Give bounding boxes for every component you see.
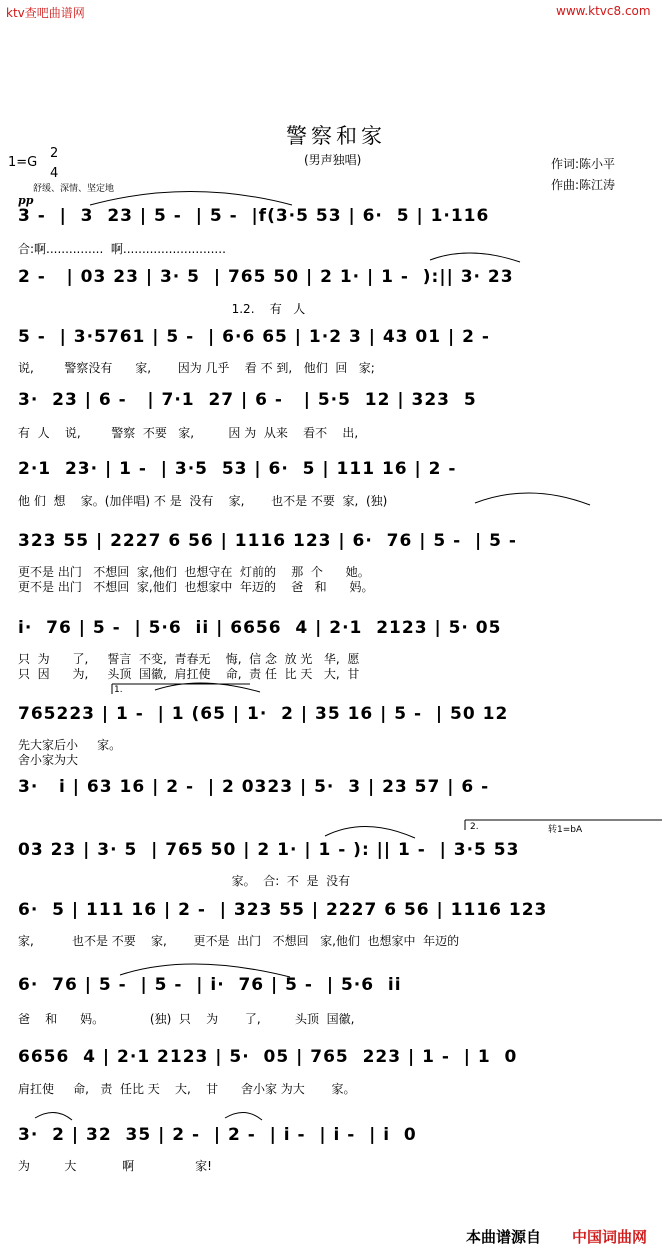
tempo-marking: 舒缓、深情、坚定地 bbox=[33, 184, 115, 194]
footer-source-label: 本曲谱源自 bbox=[466, 1228, 542, 1246]
lyric-row-14: 为 大 啊 家! bbox=[18, 1159, 212, 1173]
lyric-row-5: 他 们 想 家。(加伴唱) 不 是 没有 家, 也不是 不要 家, (独) bbox=[18, 494, 388, 508]
lyric-row-7: 只 为 了, 誓言 不变, 青春无 悔, 信 念 放 光 华, 愿 只 因 为, 头顶 国徽, 肩扛使 命, 责 任 比 天 大, 甘 bbox=[18, 652, 360, 681]
score-row-1: 3 - | 3 23 | 5 - | 5 - |f(3·5 53 | 6· 5 | 1·116 bbox=[18, 206, 490, 226]
footer-source-name[interactable]: 中国词曲网 bbox=[572, 1228, 648, 1246]
score-row-4: 3· 23 | 6 - | 7·1 27 | 6 - | 5·5 12 | 323 5 bbox=[18, 390, 477, 410]
lyric-row-3: 说, 警察没有 家, 因为 几乎 看 不 到, 他们 回 家; bbox=[18, 361, 375, 375]
lyric-row-11: 家, 也不是 不要 家, 更不是 出门 不想回 家,他们 也想家中 年迈的 bbox=[18, 934, 460, 948]
score-row-14: 3· 2 | 32 35 | 2 - | 2 - | i - | i - | i 0 bbox=[18, 1125, 417, 1145]
volta-second: 2. bbox=[470, 822, 479, 832]
song-title: 警察和家 bbox=[286, 124, 386, 148]
volta-first: 1. bbox=[114, 685, 123, 695]
lyric-row-13: 肩扛使 命, 责 任比 天 大, 甘 舍小家 为大 家。 bbox=[18, 1082, 356, 1096]
composer: 作曲:陈江涛 bbox=[551, 178, 616, 192]
score-row-3: 5 - | 3·5761 | 5 - | 6·6 65 | 1·2 3 | 43 01 | 2 - bbox=[18, 327, 490, 347]
time-signature-bottom: 4 bbox=[50, 166, 59, 181]
lyric-row-2: 1.2. 有 人 bbox=[18, 302, 306, 316]
key-signature: 1=G bbox=[8, 155, 38, 170]
score-row-12: 6· 76 | 5 - | 5 - | i· 76 | 5 - | 5·6 ii bbox=[18, 975, 402, 995]
lyric-row-1: 合:啊............... 啊........................... bbox=[18, 242, 226, 256]
score-row-2: 2 - | 03 23 | 3· 5 | 765 50 | 2 1· | 1 - ):|| 3· 23 bbox=[18, 267, 514, 287]
watermark-right: www.ktvc8.com bbox=[556, 4, 651, 18]
score-row-11: 6· 5 | 111 16 | 2 - | 323 55 | 2227 6 56 | 1116 123 bbox=[18, 900, 548, 920]
dynamics-marking: pp bbox=[18, 194, 34, 207]
score-row-9: 3· i | 63 16 | 2 - | 2 0323 | 5· 3 | 23 57 | 6 - bbox=[18, 777, 490, 797]
lyric-row-12: 爸 和 妈。 (独) 只 为 了, 头顶 国徽, bbox=[18, 1012, 355, 1026]
score-row-13: 6656 4 | 2·1 2123 | 5· 05 | 765 223 | 1 - | 1 0 bbox=[18, 1047, 518, 1067]
lyric-row-10: 家。 合: 不 是 没有 bbox=[18, 874, 351, 888]
score-row-8: 765223 | 1 - | 1 (65 | 1· 2 | 35 16 | 5 - | 50 12 bbox=[18, 704, 509, 724]
modulation-marking: 转1=bA bbox=[548, 825, 583, 835]
lyric-row-8: 先大家后小 家。 舍小家为大 bbox=[18, 738, 122, 767]
score-row-5: 2·1 23· | 1 - | 3·5 53 | 6· 5 | 111 16 | 2 - bbox=[18, 459, 457, 479]
lyric-row-4: 有 人 说, 警察 不要 家, 因 为 从来 看不 出, bbox=[18, 426, 359, 440]
song-subtitle: (男声独唱) bbox=[304, 153, 362, 167]
watermark-left: ktv查吧曲谱网 bbox=[6, 6, 85, 20]
score-row-6: 323 55 | 2227 6 56 | 1116 123 | 6· 76 | 5 - | 5 - bbox=[18, 531, 517, 551]
score-row-7: i· 76 | 5 - | 5·6 ii | 6656 4 | 2·1 2123 | 5· 05 bbox=[18, 618, 502, 638]
lyric-row-6: 更不是 出门 不想回 家,他们 也想守在 灯前的 那 个 她。 更不是 出门 不想回 家,他们 也想家中 年迈的 爸 和 妈。 bbox=[18, 565, 374, 594]
lyricist: 作词:陈小平 bbox=[551, 157, 616, 171]
time-signature-top: 2 bbox=[50, 146, 59, 161]
score-row-10: 03 23 | 3· 5 | 765 50 | 2 1· | 1 - ): || 1 - | 3·5 53 bbox=[18, 840, 520, 860]
